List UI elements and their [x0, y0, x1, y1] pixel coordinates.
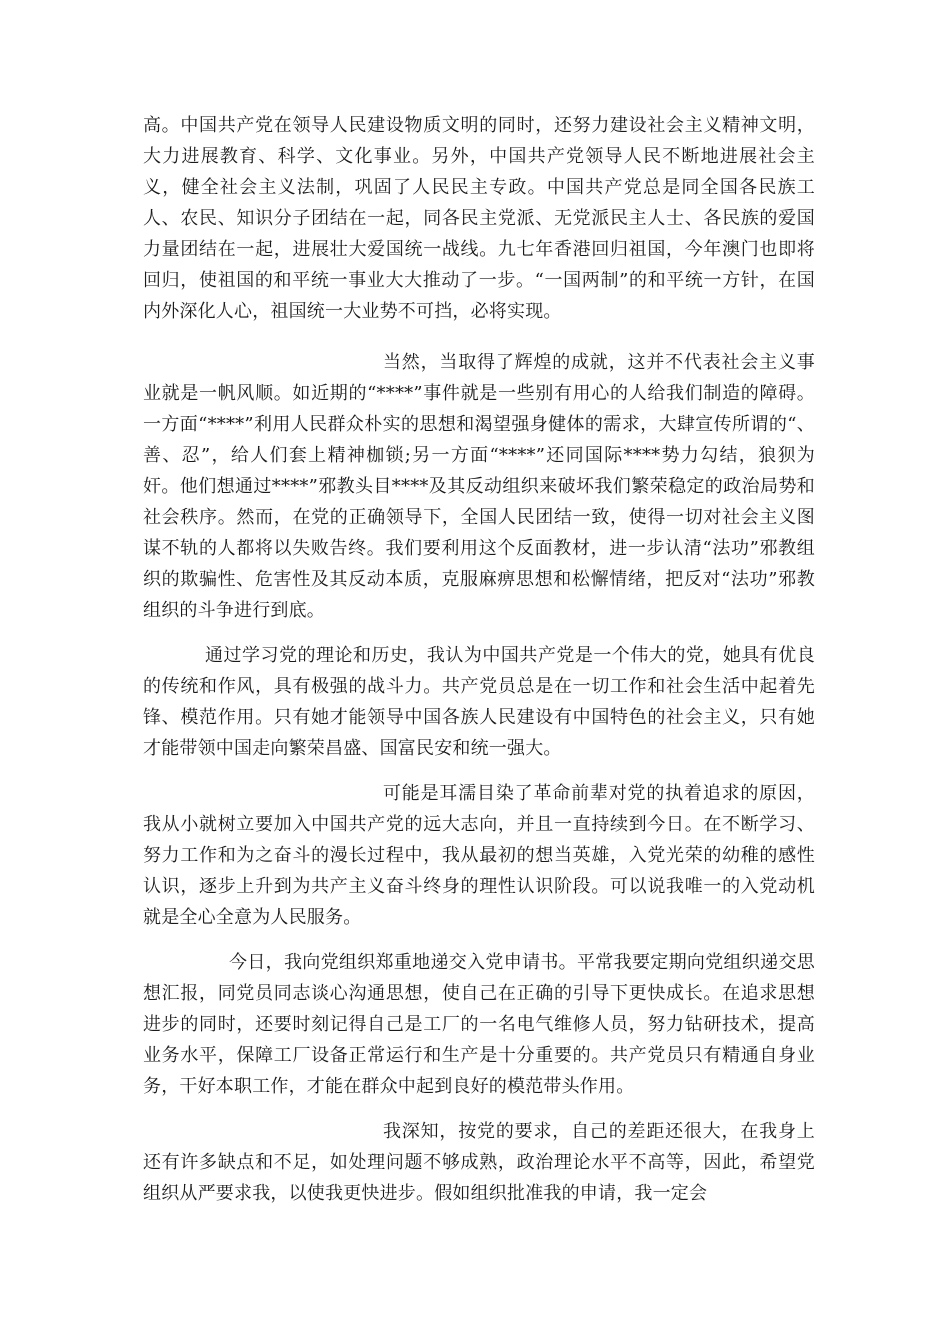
- paragraph-5: 今日，我向党组织郑重地递交入党申请书。平常我要定期向党组织递交思想汇报，同党员同志谈心沟通思想，使自己在正确的引导下更快成长。在追求思想进步的同时，还要时刻记得自己是工厂的一名电气维修人员，努力钻研技术，提高业务水平，保障工厂设备正常运行和生产是十分重要的。共产党员只有精通自身业务，干好本职工作，才能在群众中起到良好的模范带头作用。: [143, 952, 815, 1097]
- paragraph-1: 高。中国共产党在领导人民建设物质文明的同时，还努力建设社会主义精神文明，大力进展教育、科学、文化事业。另外，中国共产党领导人民不断地进展社会主义，健全社会主义法制，巩固了人民民主专政。中国共产党总是同全国各民族工人、农民、知识分子团结在一起，同各民主党派、无党派民主人士、各民族的爱国力量团结在一起，进展壮大爱国统一战线。九七年香港回归祖国，今年澳门也即将回归，使祖国的和平统一事业大大推动了一步。“一国两制”的和平统一方针，在国内外深化人心，祖国统一大业势不可挡，必将实现。: [143, 115, 815, 322]
- paragraph-6: 我深知，按党的要求，自己的差距还很大，在我身上还有许多缺点和不足，如处理问题不够成熟，政治理论水平不高等，因此，希望党组织从严要求我，以使我更快进步。假如组织批准我的申请，我一定会: [143, 1121, 815, 1204]
- paragraph-3: 通过学习党的理论和历史，我认为中国共产党是一个伟大的党，她具有优良的传统和作风，具有极强的战斗力。共产党员总是在一切工作和社会生活中起着先锋、模范作用。只有她才能领导中国各族人民建设有中国特色的社会主义，只有她才能带领中国走向繁荣昌盛、国富民安和统一强大。: [143, 645, 815, 759]
- paragraph-2: 当然，当取得了辉煌的成就，这并不代表社会主义事业就是一帆风顺。如近期的“****”事件就是一些别有用心的人给我们制造的障碍。一方面“****”利用人民群众朴实的思想和渴望强身健体的需求，大肆宣传所谓的“、善、忍”，给人们套上精神枷锁;另一方面“****”还同国际****势力勾结，狼狈为奸。他们想通过****”邪教头目****及其反动组织来破坏我们繁荣稳定的政治局势和社会秩序。然而，在党的正确领导下，全国人民团结一致，使得一切对社会主义图谋不轨的人都将以失败告终。我们要利用这个反面教材，进一步认清“法功”邪教组织的欺骗性、危害性及其反动本质，克服麻痹思想和松懈情绪，把反对“法功”邪教组织的斗争进行到底。: [143, 352, 815, 621]
- document-body: [143, 110, 815, 1223]
- paragraph-4: 可能是耳濡目染了革命前辈对党的执着追求的原因，我从小就树立要加入中国共产党的远大志向，并且一直持续到今日。在不断学习、努力工作和为之奋斗的漫长过程中，我从最初的想当英雄，入党光荣的幼稚的感性认识，逐步上升到为共产主义奋斗终身的理性认识阶段。可以说我唯一的入党动机就是全心全意为人民服务。: [143, 783, 815, 928]
